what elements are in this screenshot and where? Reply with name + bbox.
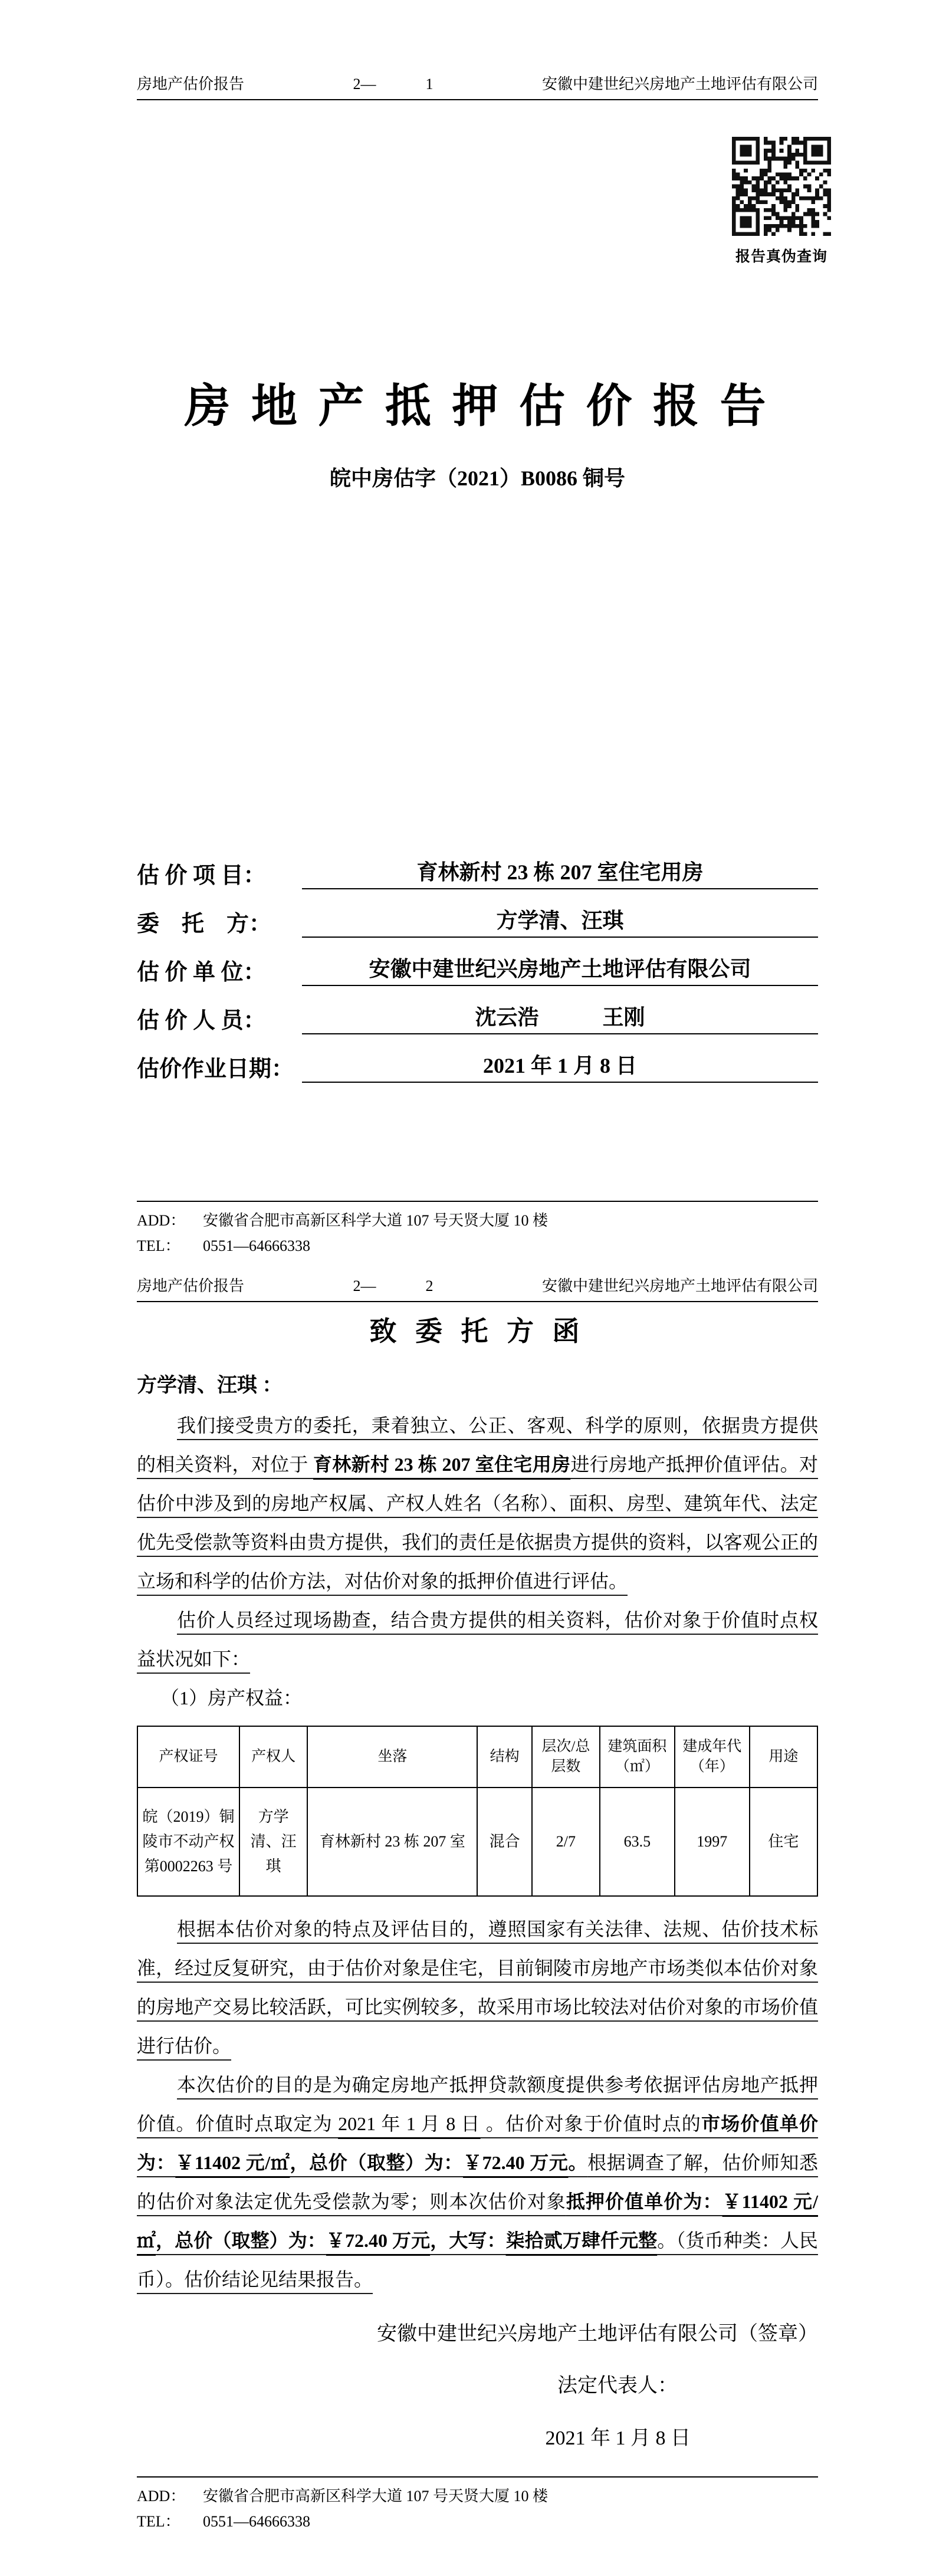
header-doc-type: 房地产估价报告 bbox=[137, 1277, 245, 1295]
text-segment: ，大写： bbox=[430, 2229, 506, 2251]
report-title: 房 地 产 抵 押 估 价 报 告 bbox=[184, 380, 771, 432]
field-value-agency: 安徽中建世纪兴房地产土地评估有限公司 bbox=[302, 952, 818, 986]
cell-structure: 混合 bbox=[477, 1788, 531, 1896]
text-segment: 育林新村 23 栋 207 室住宅用房 bbox=[313, 1453, 571, 1475]
header-page-number bbox=[353, 74, 433, 94]
item-heading-property-rights: （1）房产权益： bbox=[160, 1687, 303, 1708]
header-page-total: 2— bbox=[353, 75, 376, 93]
text-segment: 。估价对象于价值时点的 bbox=[480, 2112, 701, 2134]
footer-tel-value: 0551—64666338 bbox=[203, 2512, 310, 2530]
letter-title: 致 委 托 方 函 bbox=[369, 1316, 586, 1347]
cell-location: 育林新村 23 栋 207 室 bbox=[307, 1788, 477, 1896]
text-segment: 。 bbox=[568, 2151, 588, 2173]
text-segment: 市场价值单价为： bbox=[137, 2112, 818, 2173]
footer-telephone bbox=[137, 1233, 818, 1259]
text-segment: 。（货币种类：人民币）。估价结论见结果报告。 bbox=[137, 2229, 818, 2290]
col-use: 用途 bbox=[750, 1726, 817, 1788]
field-row-project bbox=[137, 841, 818, 889]
field-value-date: 2021 年 1 月 8 日 bbox=[302, 1049, 818, 1083]
table-header-row bbox=[137, 1726, 817, 1788]
field-label-project: 估 价 项 目： bbox=[137, 863, 266, 889]
page-footer bbox=[137, 2476, 818, 2534]
cover-fields bbox=[137, 841, 818, 1083]
footer-add-value: 安徽省合肥市高新区科学大道 107 号天贤大厦 10 楼 bbox=[203, 1212, 549, 1230]
qr-code bbox=[732, 137, 831, 236]
footer-telephone bbox=[137, 2509, 818, 2534]
footer-add-label: ADD： bbox=[137, 2487, 186, 2505]
field-label-appraisers: 估 价 人 员： bbox=[137, 1008, 266, 1034]
header-doc-type: 房地产估价报告 bbox=[137, 75, 245, 93]
signature-company: 安徽中建世纪兴房地产土地评估有限公司（签章） bbox=[377, 2322, 818, 2345]
field-value-project: 育林新村 23 栋 207 室住宅用房 bbox=[302, 856, 818, 889]
header-company-name: 安徽中建世纪兴房地产土地评估有限公司 bbox=[541, 1277, 818, 1295]
page-header bbox=[137, 1276, 818, 1302]
text-segment: 根据本估价对象的特点及评估目的，遵照国家有关法律、法规、估价技术标准，经过反复研究，由于估价对象是住宅，目前铜陵市房地产市场类似本估价对象的房地产交易比较活跃，可比实例较多，故采用市场比较法对估价对象的市场价值进行估价。 bbox=[137, 1918, 818, 2056]
page-footer bbox=[137, 1201, 818, 1259]
text-segment: 估价人员经过现场勘查，结合贵方提供的相关资料，估价对象于价值时点权益状况如下： bbox=[137, 1609, 818, 1670]
text-segment: 抵押价值单价为： bbox=[566, 2190, 722, 2212]
col-owner: 产权人 bbox=[239, 1726, 307, 1788]
field-row-agency bbox=[137, 938, 818, 986]
footer-tel-value: 0551—64666338 bbox=[203, 1237, 310, 1255]
text-segment: ，总价（取整）为： bbox=[156, 2229, 326, 2251]
field-label-client: 委 托 方： bbox=[137, 912, 272, 937]
footer-address bbox=[137, 2483, 818, 2509]
footer-address bbox=[137, 1208, 818, 1233]
footer-add-value: 安徽省合肥市高新区科学大道 107 号天贤大厦 10 楼 bbox=[203, 2487, 549, 2505]
footer-tel-label: TEL： bbox=[137, 1237, 180, 1255]
header-page-num: 1 bbox=[425, 75, 433, 93]
header-page-total: 2— bbox=[353, 1277, 376, 1295]
text-segment: ￥11402 元/㎡ bbox=[175, 2151, 290, 2173]
qr-caption: 报告真伪查询 bbox=[735, 249, 827, 265]
cell-area: 63.5 bbox=[600, 1788, 675, 1896]
para-method bbox=[137, 1910, 818, 2065]
field-label-date: 估价作业日期： bbox=[137, 1057, 294, 1082]
col-year-built: 建成年代（年） bbox=[675, 1726, 750, 1788]
cell-cert-number: 皖（2019）铜陵市不动产权第0002263 号 bbox=[137, 1788, 239, 1896]
field-value-appraisers: 沈云浩 王刚 bbox=[302, 1001, 818, 1034]
text-segment: 我们接受贵方的委托，秉着独立、公正、客观、科学的原则，依据贵方提供的相关资料，对位于 bbox=[137, 1414, 818, 1475]
header-page-number bbox=[353, 1276, 433, 1296]
header-page-num: 2 bbox=[425, 1277, 433, 1295]
text-segment: 进行房地产抵押价值评估。对估价中涉及到的房地产权属、产权人姓名（名称）、面积、房型、建筑年代、法定优先受偿款等资料由贵方提供，我们的责任是依据贵方提供的资料，以客观公正的立场和科学的估价方法，对估价对象的抵押价值进行评估。 bbox=[137, 1453, 818, 1592]
col-cert-number: 产权证号 bbox=[137, 1726, 239, 1788]
col-floor: 层次/总层数 bbox=[532, 1726, 600, 1788]
footer-add-label: ADD： bbox=[137, 1212, 186, 1230]
text-segment: ￥11402 元/㎡ bbox=[137, 2190, 818, 2251]
para-survey bbox=[137, 1601, 818, 1678]
text-segment: ，总价（取整）为： bbox=[290, 2151, 464, 2173]
header-company-name: 安徽中建世纪兴房地产土地评估有限公司 bbox=[541, 75, 818, 93]
field-row-appraisers bbox=[137, 986, 818, 1034]
page-header bbox=[137, 74, 818, 100]
field-row-date bbox=[137, 1034, 818, 1083]
para-engagement bbox=[137, 1406, 818, 1601]
cell-owner: 方学清、汪琪 bbox=[239, 1788, 307, 1896]
text-segment: ￥72.40 万元 bbox=[463, 2151, 569, 2173]
report-page-1 bbox=[0, 0, 936, 1259]
signature-date: 2021 年 1 月 8 日 bbox=[545, 2427, 691, 2450]
col-area: 建筑面积（㎡） bbox=[600, 1726, 675, 1788]
text-segment: ￥72.40 万元 bbox=[326, 2229, 431, 2251]
property-rights-table bbox=[137, 1726, 818, 1897]
text-segment: 根据调查了解，估价师知悉的估价对象法定优先受偿款为零；则本次估价对象 bbox=[137, 2151, 818, 2212]
footer-tel-label: TEL： bbox=[137, 2512, 180, 2530]
footer-divider bbox=[137, 1201, 818, 1202]
para-conclusion bbox=[137, 2065, 818, 2299]
col-location: 坐落 bbox=[307, 1726, 477, 1788]
text-segment: 柒拾贰万肆仟元整 bbox=[505, 2229, 658, 2251]
cell-year-built: 1997 bbox=[675, 1788, 750, 1896]
field-label-agency: 估 价 单 位： bbox=[137, 960, 266, 985]
cell-floor: 2/7 bbox=[532, 1788, 600, 1896]
text-segment: 本次估价的目的是为确定房地产抵押贷款额度提供参考依据评估房地产抵押价值。价值时点取定为 bbox=[137, 2074, 818, 2134]
footer-divider bbox=[137, 2476, 818, 2478]
cell-use: 住宅 bbox=[750, 1788, 817, 1896]
qr-verification-block bbox=[732, 137, 831, 266]
doc-number: 皖中房估字（2021）B0086 铜号 bbox=[329, 466, 625, 491]
field-value-client: 方学清、汪琪 bbox=[302, 904, 818, 938]
table-row bbox=[137, 1788, 817, 1896]
signature-legal-rep: 法定代表人： bbox=[557, 2374, 678, 2397]
field-row-client bbox=[137, 889, 818, 938]
letter-salutation: 方学清、汪琪 ： bbox=[137, 1375, 283, 1397]
col-structure: 结构 bbox=[477, 1726, 531, 1788]
report-page-2 bbox=[0, 1276, 936, 2534]
text-segment: 2021 年 1 月 8 日 bbox=[338, 2112, 481, 2134]
